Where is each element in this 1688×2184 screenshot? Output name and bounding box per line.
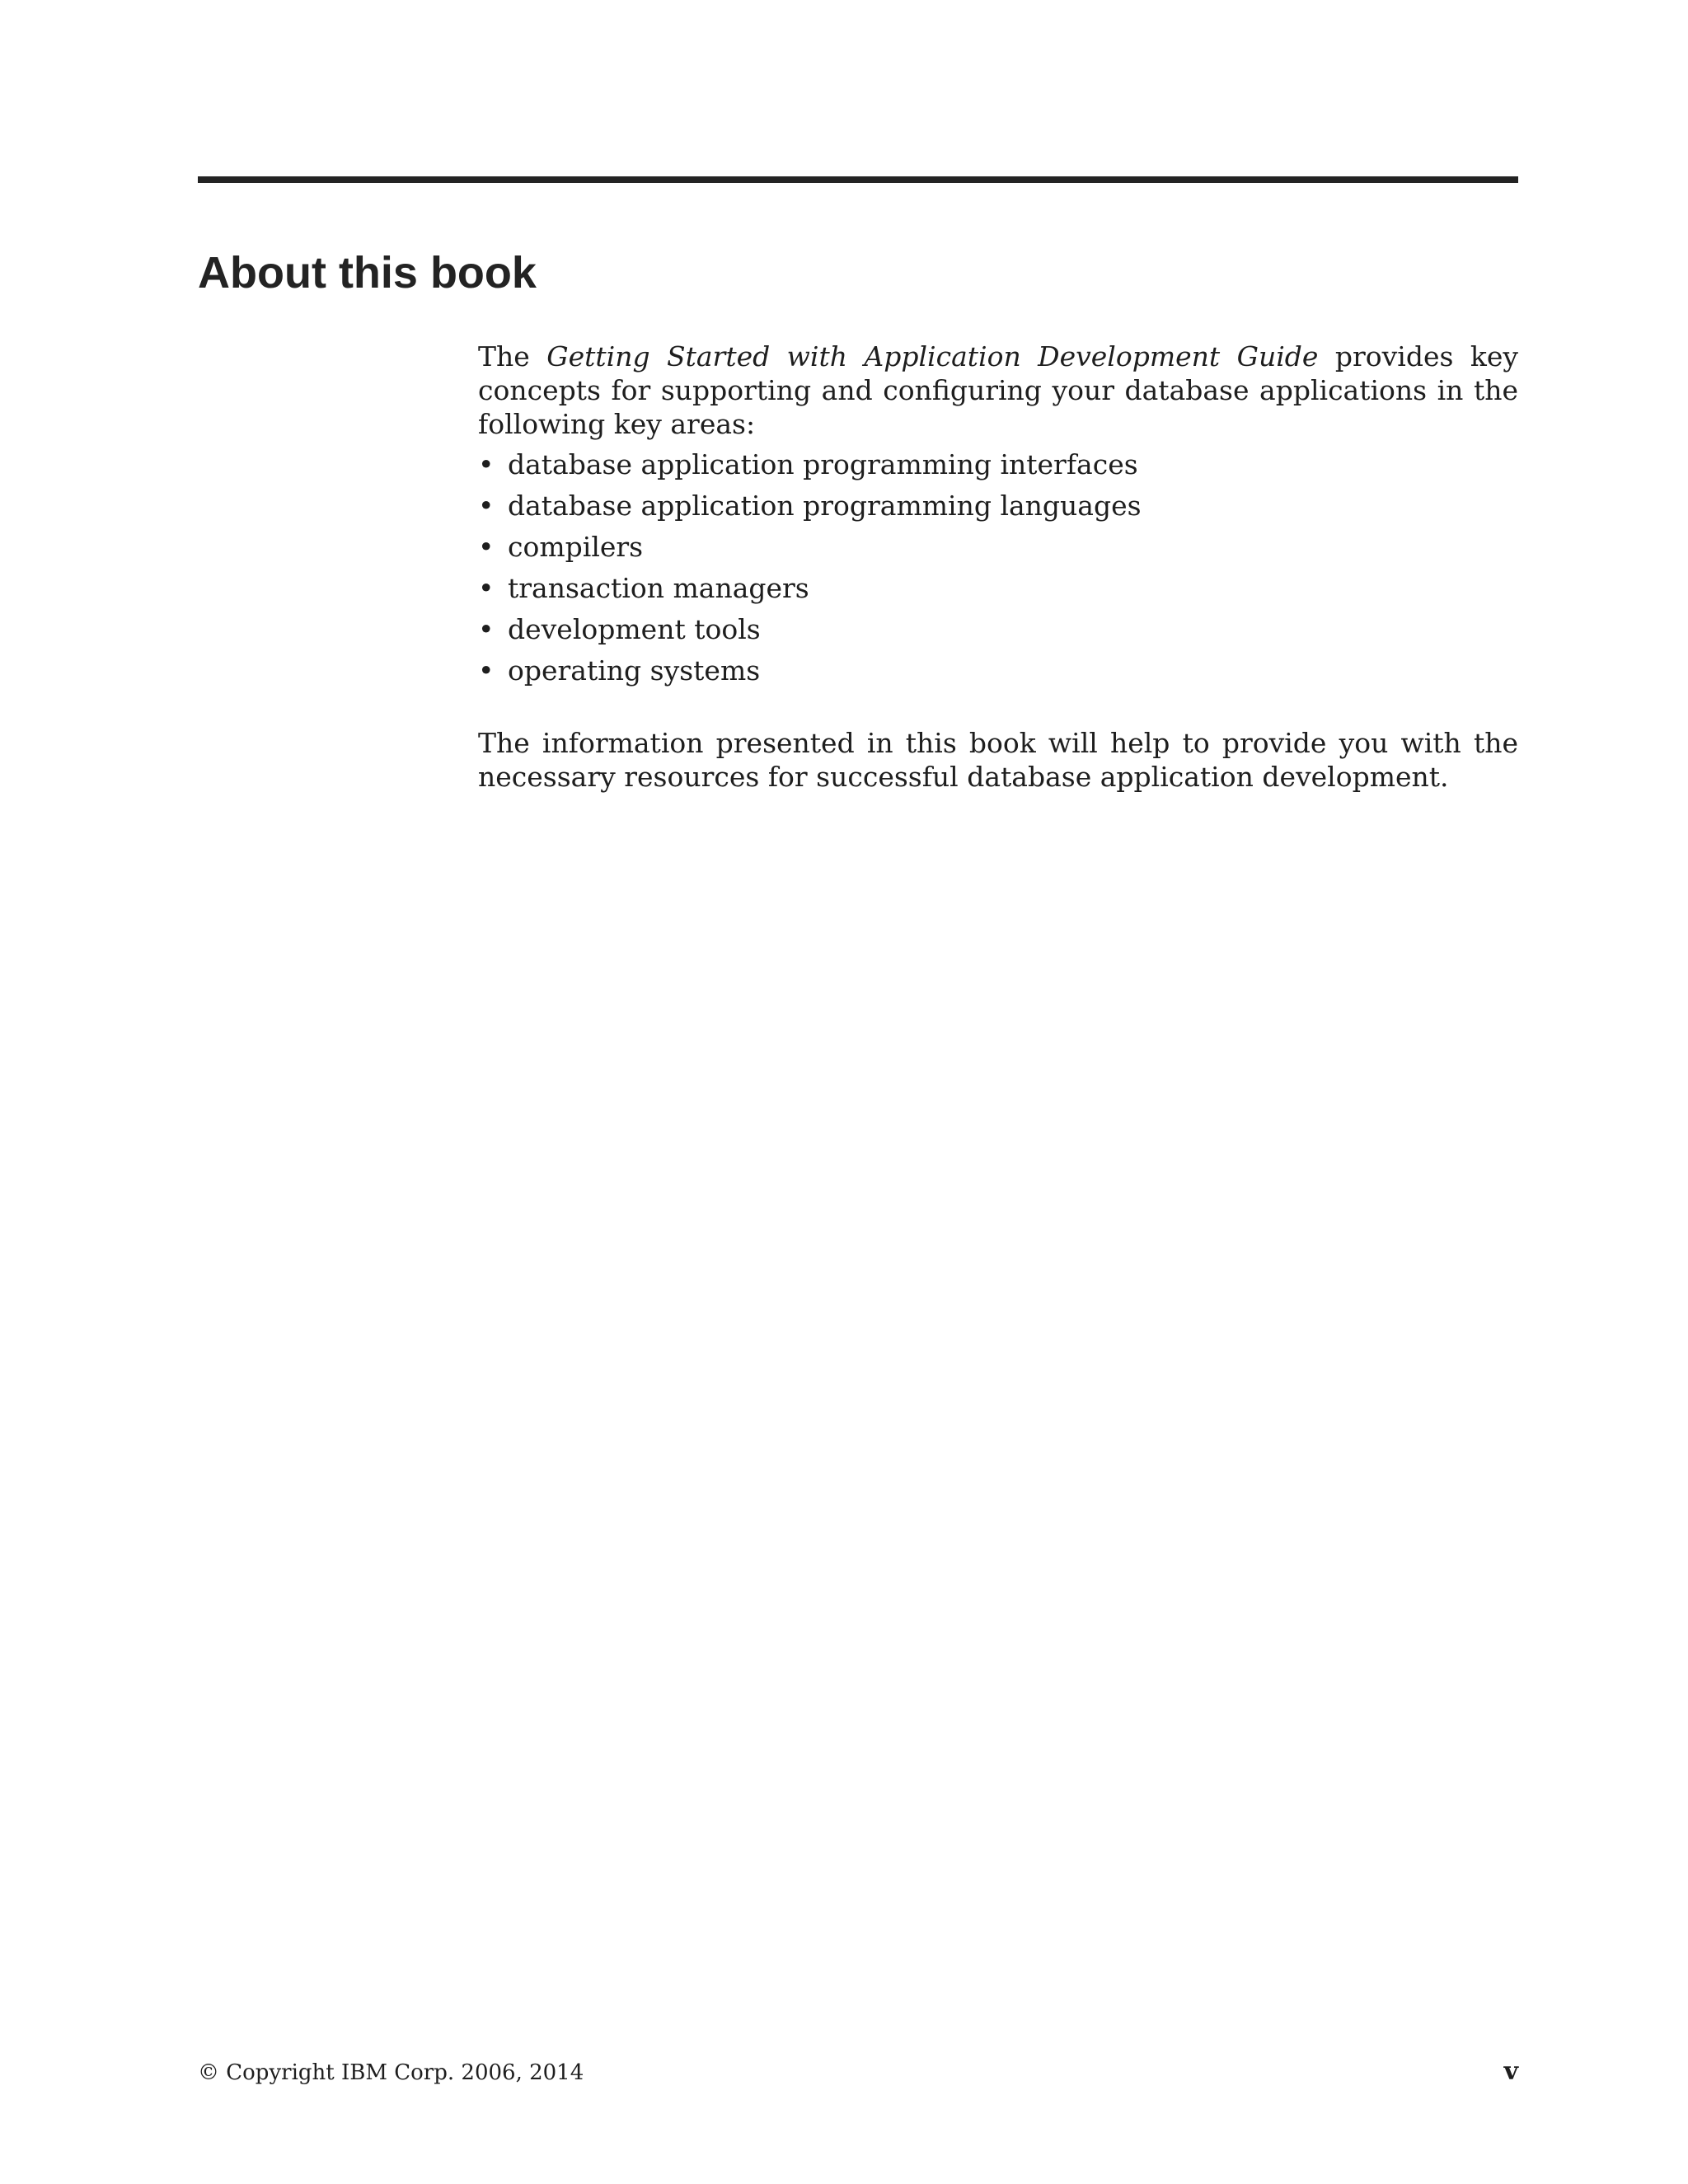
- bullet-icon: •: [478, 572, 495, 604]
- book-title-citation: Getting Started with Application Development Guide: [546, 340, 1319, 373]
- list-item-text: compilers: [508, 531, 644, 563]
- page-number: v: [1503, 2057, 1518, 2086]
- list-item-text: operating systems: [508, 654, 761, 687]
- page-title: About this book: [198, 248, 537, 298]
- intro-suffix: provides key concepts for supporting and configuring your database applications in the following key areas:: [478, 340, 1518, 440]
- bullet-icon: •: [478, 531, 495, 563]
- body-content: [478, 340, 1518, 794]
- intro-paragraph: [478, 340, 1518, 441]
- list-item: [478, 654, 1518, 695]
- closing-paragraph: The information presented in this book will help to provide you with the necessary resources for successful database application development.: [478, 727, 1518, 793]
- top-rule-divider: [198, 176, 1518, 183]
- intro-prefix: The: [478, 340, 547, 373]
- list-item: [478, 530, 1518, 571]
- list-item-text: development tools: [508, 613, 761, 645]
- copyright-notice: © Copyright IBM Corp. 2006, 2014: [198, 2060, 584, 2085]
- bullet-icon: •: [478, 654, 495, 687]
- list-item: [478, 571, 1518, 612]
- list-item-text: database application programming interfaces: [508, 448, 1138, 480]
- bullet-icon: •: [478, 448, 495, 480]
- bullet-icon: •: [478, 490, 495, 522]
- list-item: [478, 448, 1518, 489]
- list-item-text: transaction managers: [508, 572, 809, 604]
- key-areas-list: [478, 448, 1518, 695]
- list-item: [478, 612, 1518, 654]
- list-item: [478, 489, 1518, 530]
- list-item-text: database application programming languages: [508, 490, 1142, 522]
- bullet-icon: •: [478, 613, 495, 645]
